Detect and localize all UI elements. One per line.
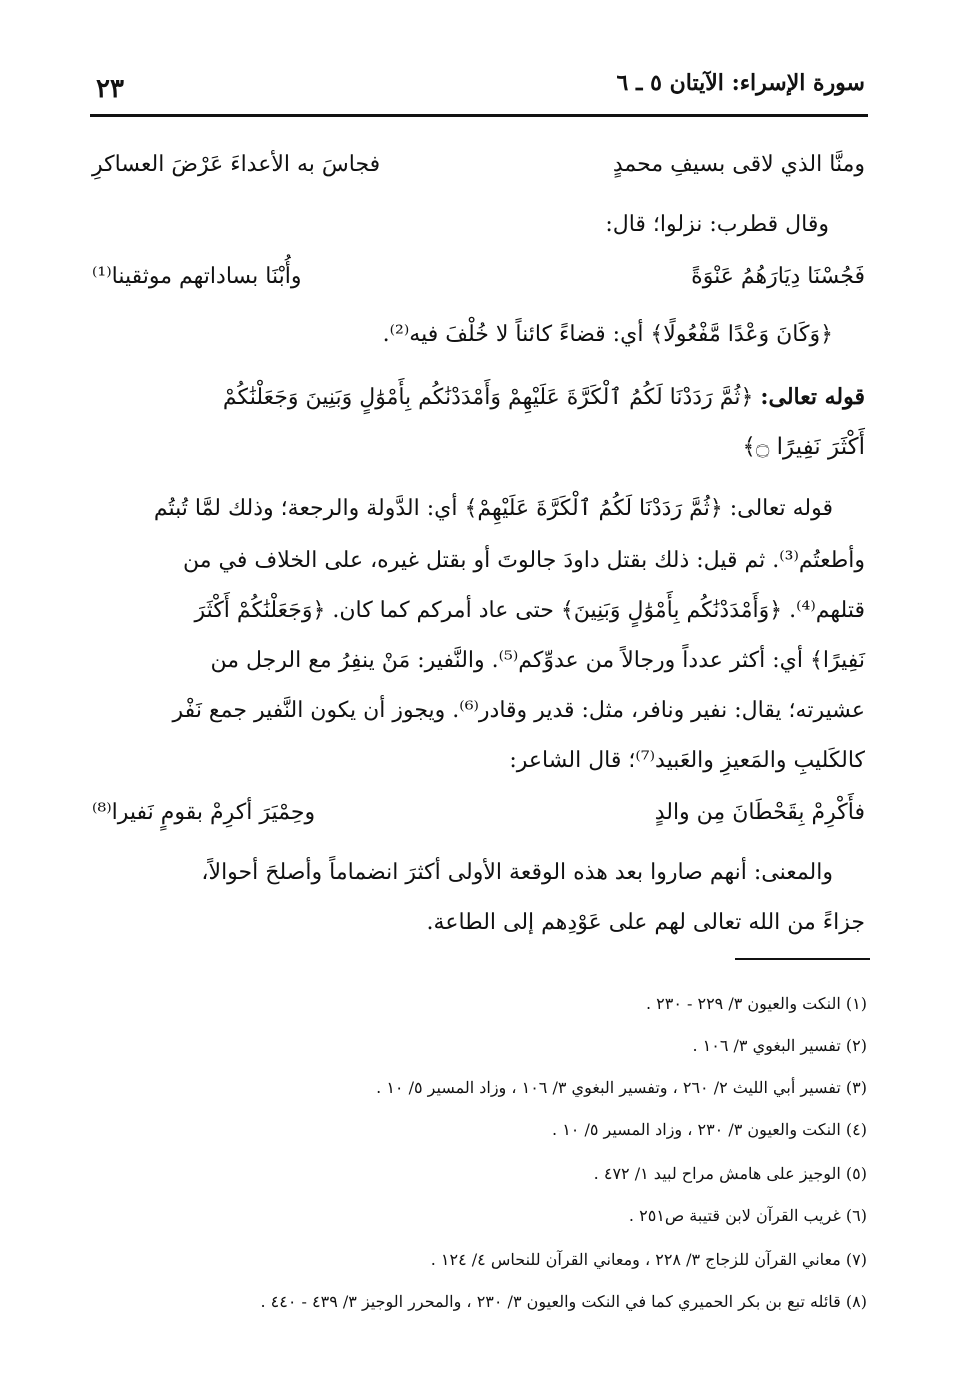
running-header-title: سورة الإسراء: الآيتان ٥ ـ ٦ (616, 70, 865, 96)
heading-verse-text: ﴿ثُمَّ رَدَدْنَا لَكُمُ ٱلْكَرَّةَ عَلَيْهِمْ وَأَمْدَدْنَٰكُم بِأَمْوَٰلٍ وَبَنِينَ وَجَعَلْنَٰكُمْ (222, 385, 754, 410)
page-number: ٢٣ (96, 74, 124, 104)
footnote-5: (٥) الوجيز على هامش مراح لبيد ١/ ٤٧٢ . (593, 1164, 867, 1183)
poem2-left-hemistich: وأُبْنَا بساداتهم موثقينا⁽¹⁾ (92, 264, 302, 289)
poem3-left-hemistich: وحِمْيَرَ أكرِمْ بقومٍ نَفيرا⁽⁸⁾ (92, 800, 316, 825)
poem1-right-hemistich: ومنَّا الذي لاقى بسيفِ محمدٍ (612, 152, 865, 177)
poem3-right-hemistich: فأَكْرِمْ بِقَحْطَانَ مِن والدٍ (654, 800, 865, 825)
body-line-3: قتلهم⁽⁴⁾. ﴿وَأَمْدَدْنَٰكُم بِأَمْوَٰلٍ وَبَنِينَ﴾ حتى عاد أمركم كما كان. ﴿وَجَعَلْنَٰكُمْ أَكْثَرَ (194, 598, 865, 623)
wa-kana-line: ﴿وَكَانَ وَعْدًا مَّفْعُولًا﴾ أي: قضاءً كائناً لا خُلْفَ فيه⁽²⁾. (382, 322, 833, 347)
footnote-1: (١) النكت والعيون ٣/ ٢٢٩ - ٢٣٠ . (645, 994, 867, 1013)
footnote-rule (735, 958, 870, 960)
meaning-line-1: والمعنى: أنهم صاروا بعد هذه الوقعة الأولى أكثرَ انضماماً وأصلحَ أحوالاً، (201, 860, 833, 885)
meaning-line-2: جزاءً من الله تعالى لهم على عَوْدِهم إلى الطاعة. (426, 910, 865, 935)
footnote-8: (٨) قائله تبع بن بكر الحميري كما في النكت والعيون ٣/ ٢٣٠ ، والمحرر الوجيز ٣/ ٤٣٩ - ٤٤٠ . (260, 1292, 867, 1311)
body-line-5: عشيرته؛ يقال: نفير ونافر، مثل: قدير وقادر⁽⁶⁾. ويجوز أن يكون النَّفير جمع نَفْر (172, 698, 865, 723)
header-rule (90, 114, 868, 117)
poem1-left-hemistich: فجاسَ به الأعداءَ عَرْضَ العساكرِ (92, 152, 381, 177)
body-line-6: كالكَليبِ والمَعيزِ والعَبيد⁽⁷⁾؛ قال الشاعر: (509, 748, 865, 773)
qutrub-line: وقال قطرب: نزلوا؛ قال: (605, 212, 829, 237)
heading-prefix: قوله تعالى: (760, 384, 865, 410)
body-line-4: نَفِيرًا﴾ أي: أكثر عدداً ورجالاً من عدوِّكم⁽⁵⁾. والنَّفير: مَنْ ينفِرُ مع الرجل من (210, 648, 865, 673)
footnote-7: (٧) معاني القرآن للزجاج ٣/ ٢٢٨ ، ومعاني القرآن للنحاس ٤/ ١٢٤ . (430, 1250, 867, 1269)
footnote-4: (٤) النكت والعيون ٣/ ٢٣٠ ، وزاد المسير ٥/ ١٠ . (552, 1120, 867, 1139)
body-line-2: وأطعتُم⁽³⁾. ثم قيل: ذلك بقتل داودَ جالوتَ أو بقتل غيره، على الخلاف في من (183, 548, 865, 573)
heading-verse-line2: أَكْثَرَ نَفِيرًا ۝﴾ (742, 434, 865, 460)
heading-verse-line1 (92, 384, 865, 410)
body-line-1: قوله تعالى: ﴿ثُمَّ رَدَدْنَا لَكُمُ ٱلْكَرَّةَ عَلَيْهِمْ﴾ أي: الدَّولة والرجعة؛ وذلك لمَّا تُبتُم (153, 496, 833, 521)
poem2-right-hemistich: فَجُسْنَا دِيَارَهُمُ عَنْوَةً (691, 264, 865, 289)
footnote-6: (٦) غريب القرآن لابن قتيبة ص٢٥١ . (628, 1206, 867, 1225)
footnote-3: (٣) تفسير أبي الليث ٢/ ٢٦٠ ، وتفسير البغوي ٣/ ١٠٦ ، وزاد المسير ٥/ ١٠ . (376, 1078, 867, 1097)
footnote-2: (٢) تفسير البغوي ٣/ ١٠٦ . (692, 1036, 867, 1055)
